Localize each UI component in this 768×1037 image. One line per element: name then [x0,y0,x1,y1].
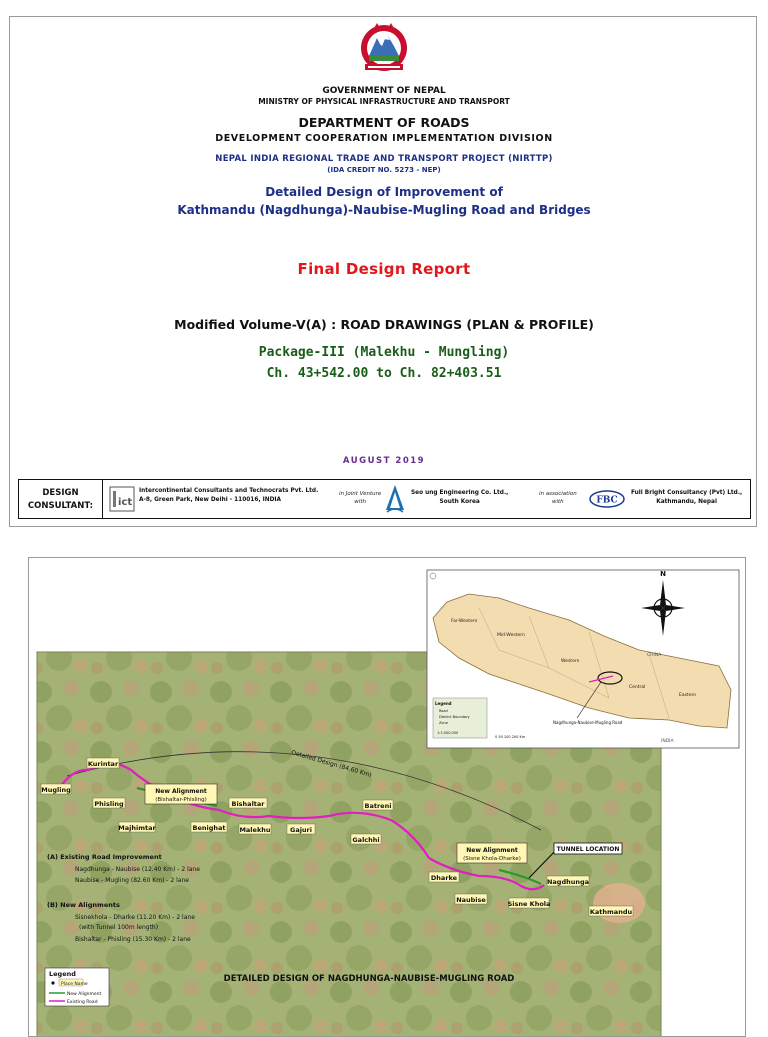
svg-text:Zone: Zone [439,721,448,725]
ministry-title: MINISTRY OF PHYSICAL INFRASTRUCTURE AND TRANSPORT [258,97,510,106]
place-dharke: Dharke [430,874,458,882]
association-note: in association with [539,491,577,505]
report-date: AUGUST 2019 [342,456,426,466]
design-consultant-bar [18,479,751,519]
svg-text:Far-Western: Far-Western [451,619,478,624]
svg-text:(with Tunnel 100m length): (with Tunnel 100m length) [79,924,159,931]
svg-text:Western: Western [561,659,580,664]
project-title: NEPAL INDIA REGIONAL TRADE AND TRANSPORT PROJECT (NIRTTP) [215,154,553,164]
map-title: DETAILED DESIGN OF NAGDHUNGA-NAUBISE-MUGLING ROAD [223,974,515,984]
svg-text:New Alignment: New Alignment [466,847,518,854]
location-map [29,558,746,1037]
design-title-line1: Detailed Design of Improvement of [265,185,503,199]
volume-title: Modified Volume-V(A) : ROAD DRAWINGS (PLAN & PROFILE) [174,317,594,332]
place-mugling: Mugling [41,786,71,794]
svg-text:Eastern: Eastern [679,693,697,698]
svg-text:Nagdhunga - Naubise (12.40 Km): Nagdhunga - Naubise (12.40 Km) - 2 lane [75,866,200,873]
svg-text:0 50 100 200 Km: 0 50 100 200 Km [495,735,526,739]
svg-text:1:3,500,000: 1:3,500,000 [437,731,459,735]
svg-text:New Alignment: New Alignment [155,788,207,795]
svg-text:Naubise - Mugling (82.60 Km) -: Naubise - Mugling (82.60 Km) - 2 lane [75,877,189,884]
place-benighat: Benighat [192,824,226,832]
svg-text:Legend: Legend [49,970,76,978]
design-title-line2: Kathmandu (Nagdhunga)-Naubise-Mugling Road and Bridges [177,203,591,217]
svg-text:CHINA: CHINA [647,653,662,658]
place-galchhi: Galchhi [352,836,380,844]
package-title: Package-III (Malekhu - Mungling) [258,345,510,360]
kathmandu-urban-area [593,883,645,923]
svg-text:Existing Road: Existing Road [67,1000,98,1005]
division-title: DEVELOPMENT COOPERATION IMPLEMENTATION DIVISION [215,133,553,144]
place-bishaltar: Bishaltar [231,800,265,808]
place-kurintar: Kurintar [87,760,119,768]
svg-text:INDIA: INDIA [661,739,674,744]
svg-text:New Alignment: New Alignment [67,992,102,997]
design-consultant-label: DESIGN CONSULTANT: [19,480,103,518]
ict-company: Intercontinental Consultants and Technocrats Pvt. Ltd. A-8, Green Park, New Delhi - 110016, INDIA [139,488,319,503]
seoung-company: Seo ung Engineering Co. Ltd., South Korea [411,490,509,505]
government-title: GOVERNMENT OF NEPAL [322,86,446,96]
nepal-inset-map [427,570,739,748]
svg-text:Road: Road [439,709,448,713]
svg-text:TUNNEL LOCATION: TUNNEL LOCATION [556,846,620,853]
svg-text:Legend: Legend [435,701,452,706]
place-batreni: Batreni [364,802,392,810]
place-nagdhunga: Nagdhunga [546,878,590,886]
svg-text:FBC: FBC [596,495,618,506]
joint-venture-note: in Joint Venture with [339,491,382,505]
place-sisne-khola: Sisne Khola [507,900,551,908]
svg-text:Bishaltar - Phisling (15.30 Km: Bishaltar - Phisling (15.30 Km) - 2 lane [75,936,191,943]
detailed-design-label: Detailed Design (84.60 Km) [290,749,373,779]
svg-text:ict: ict [118,497,133,508]
fbc-company: Full Bright Consultancy (Pvt) Ltd., Kathmandu, Nepal [631,490,743,505]
ida-credit: (IDA CREDIT NO. 5273 - NEP) [327,166,441,174]
place-naubise: Naubise [456,896,486,904]
chainage-range: Ch. 43+542.00 to Ch. 82+403.51 [266,366,502,381]
svg-text:District Boundary: District Boundary [439,715,470,719]
seoung-logo-icon [384,484,406,514]
svg-text:Nagdhunga-Naubise-Mugling Road: Nagdhunga-Naubise-Mugling Road [553,720,623,725]
report-title: Final Design Report [297,260,471,278]
place-gajuri: Gajuri [289,826,313,834]
place-kathmandu: Kathmandu [589,908,633,916]
department-title: DEPARTMENT OF ROADS [298,115,470,130]
svg-text:(B) New Alignments: (B) New Alignments [47,901,120,909]
svg-text:(Sisne Khola-Dharke): (Sisne Khola-Dharke) [463,856,521,862]
location-map-page [28,557,746,1037]
map-legend [45,968,109,1006]
svg-text:Mid-Western: Mid-Western [497,633,525,638]
place-majhimtar: Majhimtar [118,824,156,832]
fbc-logo-icon [589,490,625,508]
nepal-emblem-icon [355,22,413,74]
svg-text:(A) Existing Road Improvement: (A) Existing Road Improvement [47,853,162,861]
svg-text:(Bishaltar-Phisling): (Bishaltar-Phisling) [155,797,207,803]
svg-text:Sisnekhola - Dharke (11.20 Km): Sisnekhola - Dharke (11.20 Km) - 2 lane [75,914,195,921]
ict-logo-icon [109,485,135,513]
svg-text:N: N [660,570,666,578]
svg-text:Central: Central [629,685,646,690]
svg-text:Place Name: Place Name [61,982,88,987]
place-malekhu: Malekhu [239,826,271,834]
place-phisling: Phisling [94,800,124,808]
